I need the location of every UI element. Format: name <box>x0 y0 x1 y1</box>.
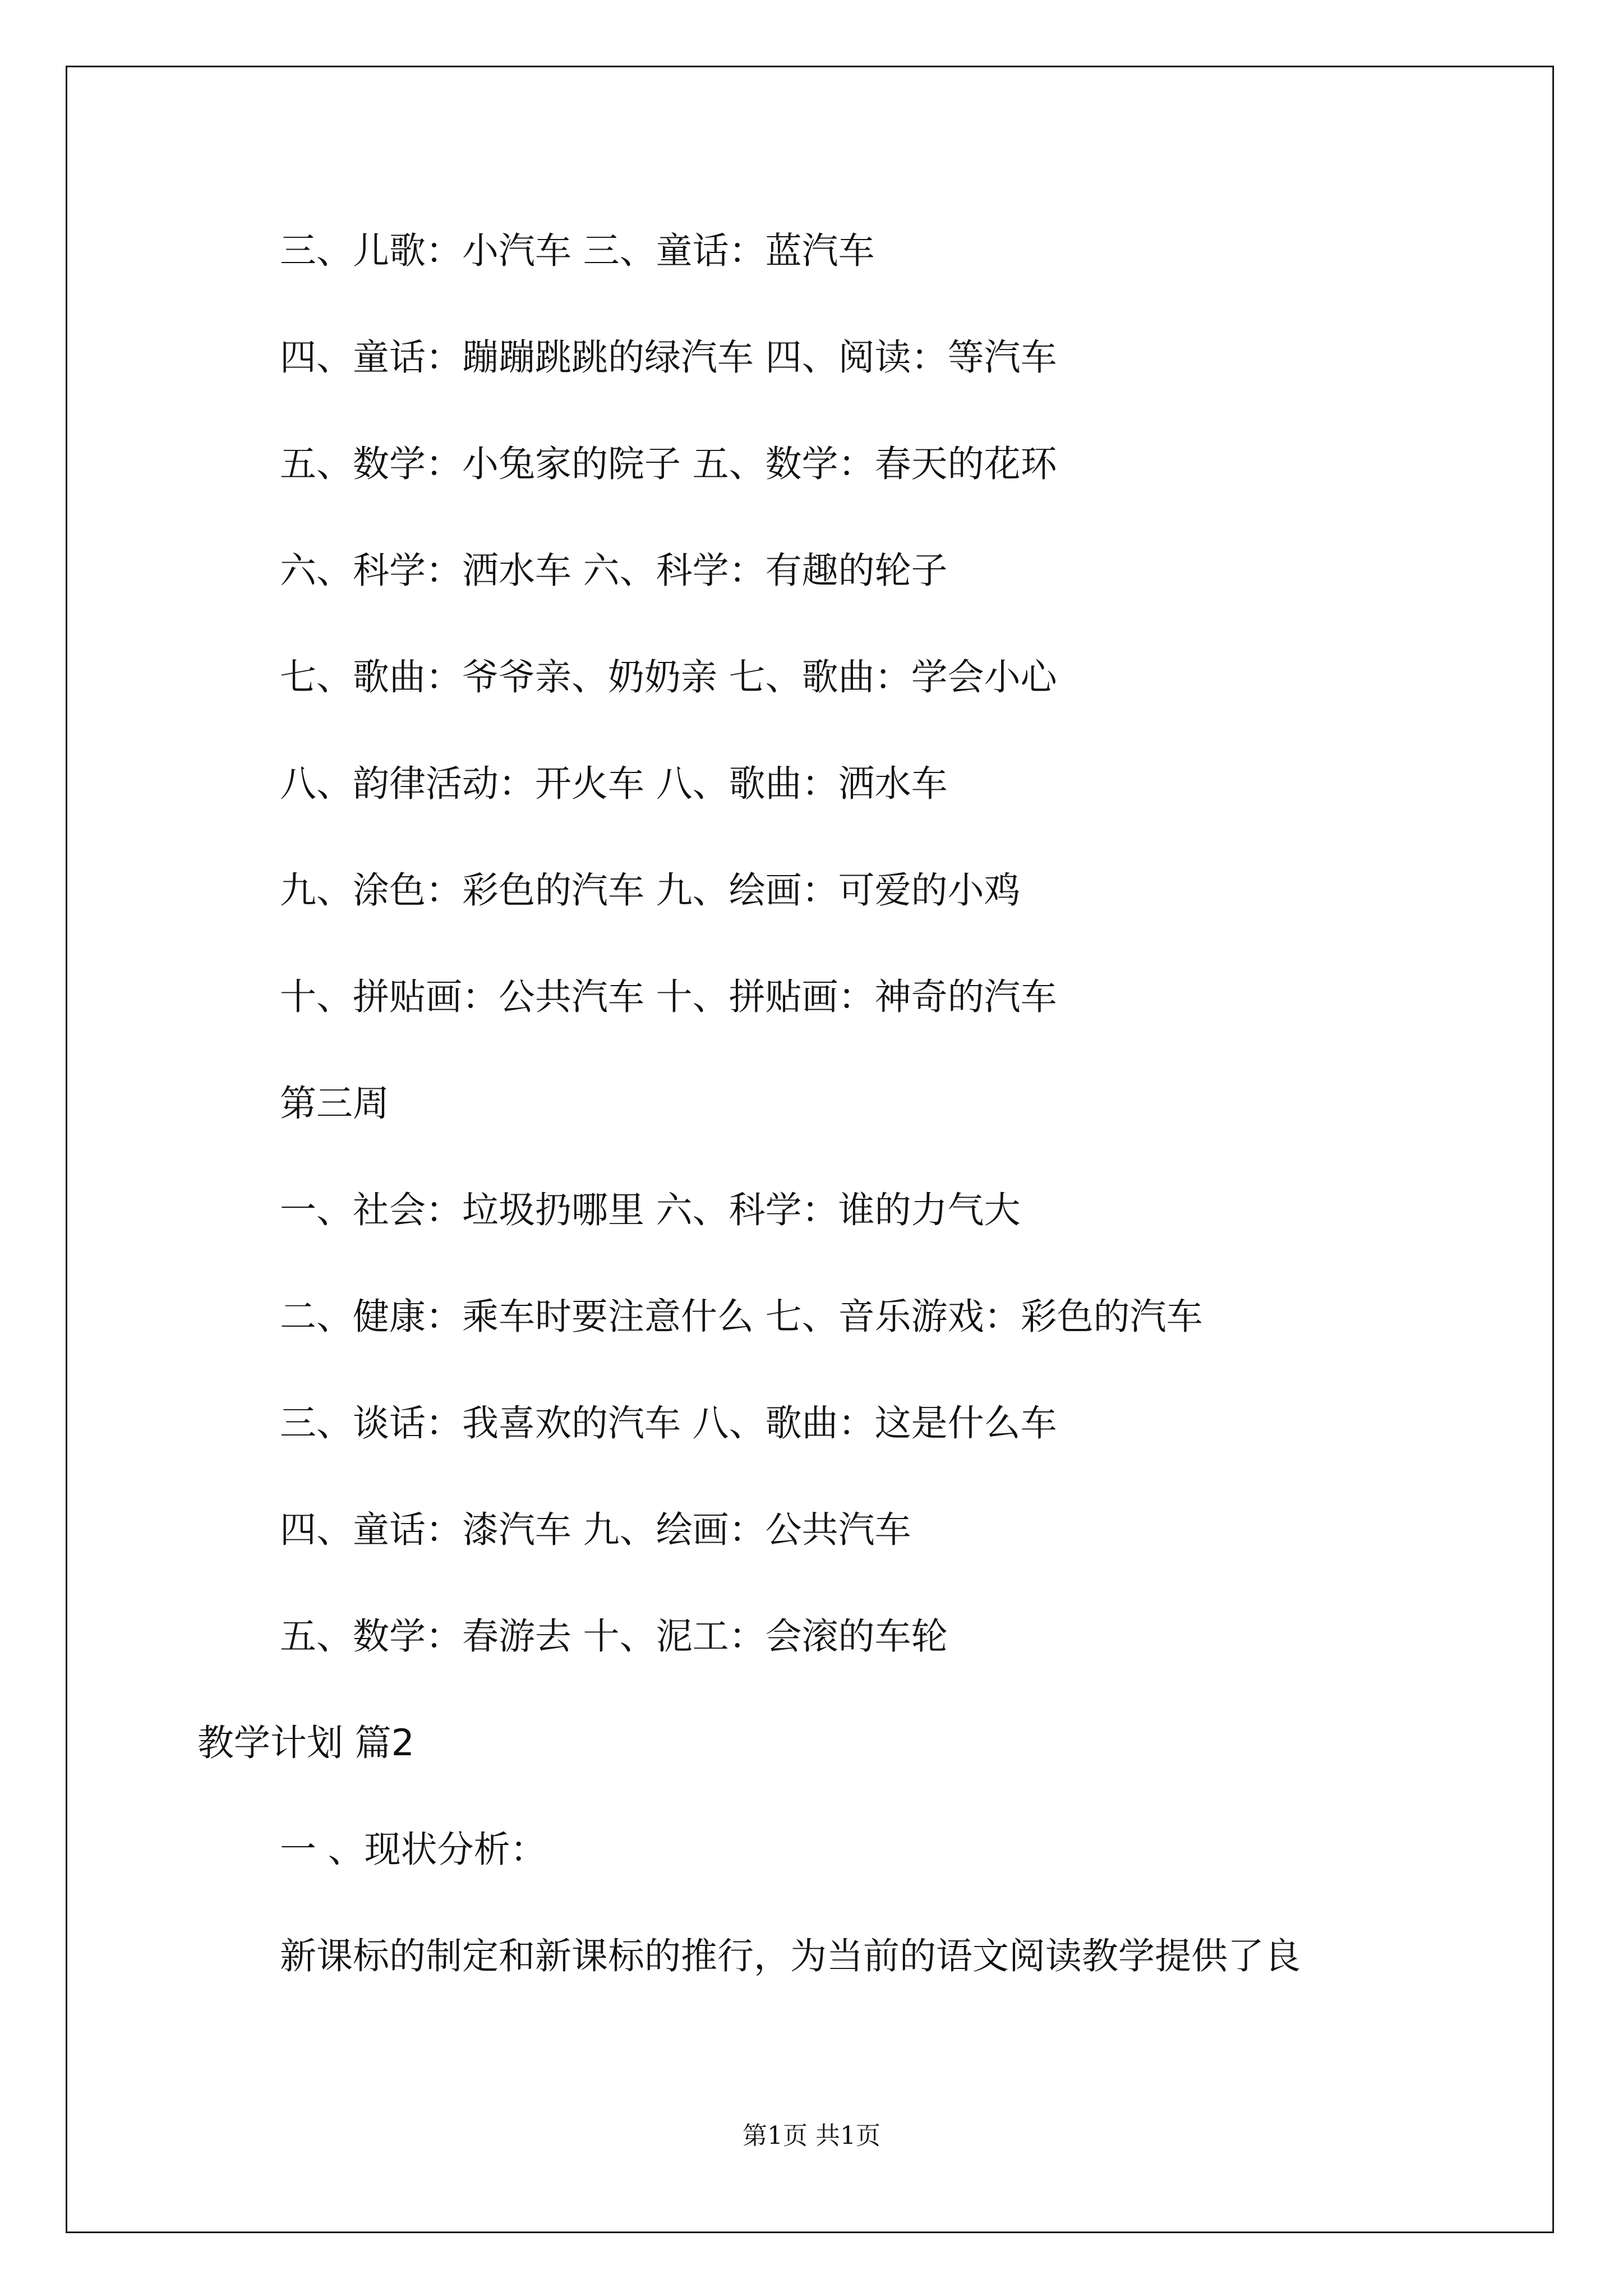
subheading: 一 、现状分析： <box>280 1829 547 1871</box>
page-footer: 第1页 共1页 <box>743 2122 880 2150</box>
paragraph: 新课标的制定和新课标的推行，为当前的语文阅读教学提供了良 <box>280 1935 1301 1977</box>
list-item: 九、涂色：彩色的汽车 九、绘画：可爱的小鸡 <box>280 869 1021 912</box>
list-item: 七、歌曲：爷爷亲、奶奶亲 七、歌曲：学会小心 <box>280 656 1057 698</box>
list-item: 四、童话：蹦蹦跳跳的绿汽车 四、阅读：等汽车 <box>280 337 1057 379</box>
list-item: 三、谈话：我喜欢的汽车 八、歌曲：这是什么车 <box>280 1402 1057 1444</box>
week-heading: 第三周 <box>280 1083 390 1125</box>
section-heading: 教学计划 篇2 <box>197 1722 415 1764</box>
list-item: 五、数学：春游去 十、泥工：会滚的车轮 <box>280 1616 948 1658</box>
list-item: 六、科学：洒水车 六、科学：有趣的轮子 <box>280 550 948 592</box>
list-item: 五、数学：小兔家的院子 五、数学：春天的花环 <box>280 443 1057 485</box>
list-item: 三、儿歌：小汽车 三、童话：蓝汽车 <box>280 230 875 272</box>
page-border <box>66 66 1554 2233</box>
list-item: 十、拼贴画：公共汽车 十、拼贴画：神奇的汽车 <box>280 976 1057 1018</box>
list-item: 一、社会：垃圾扔哪里 六、科学：谁的力气大 <box>280 1189 1021 1231</box>
list-item: 八、韵律活动：开火车 八、歌曲：洒水车 <box>280 763 948 805</box>
list-item: 二、健康：乘车时要注意什么 七、音乐游戏：彩色的汽车 <box>280 1296 1203 1338</box>
list-item: 四、童话：漆汽车 九、绘画：公共汽车 <box>280 1509 911 1551</box>
